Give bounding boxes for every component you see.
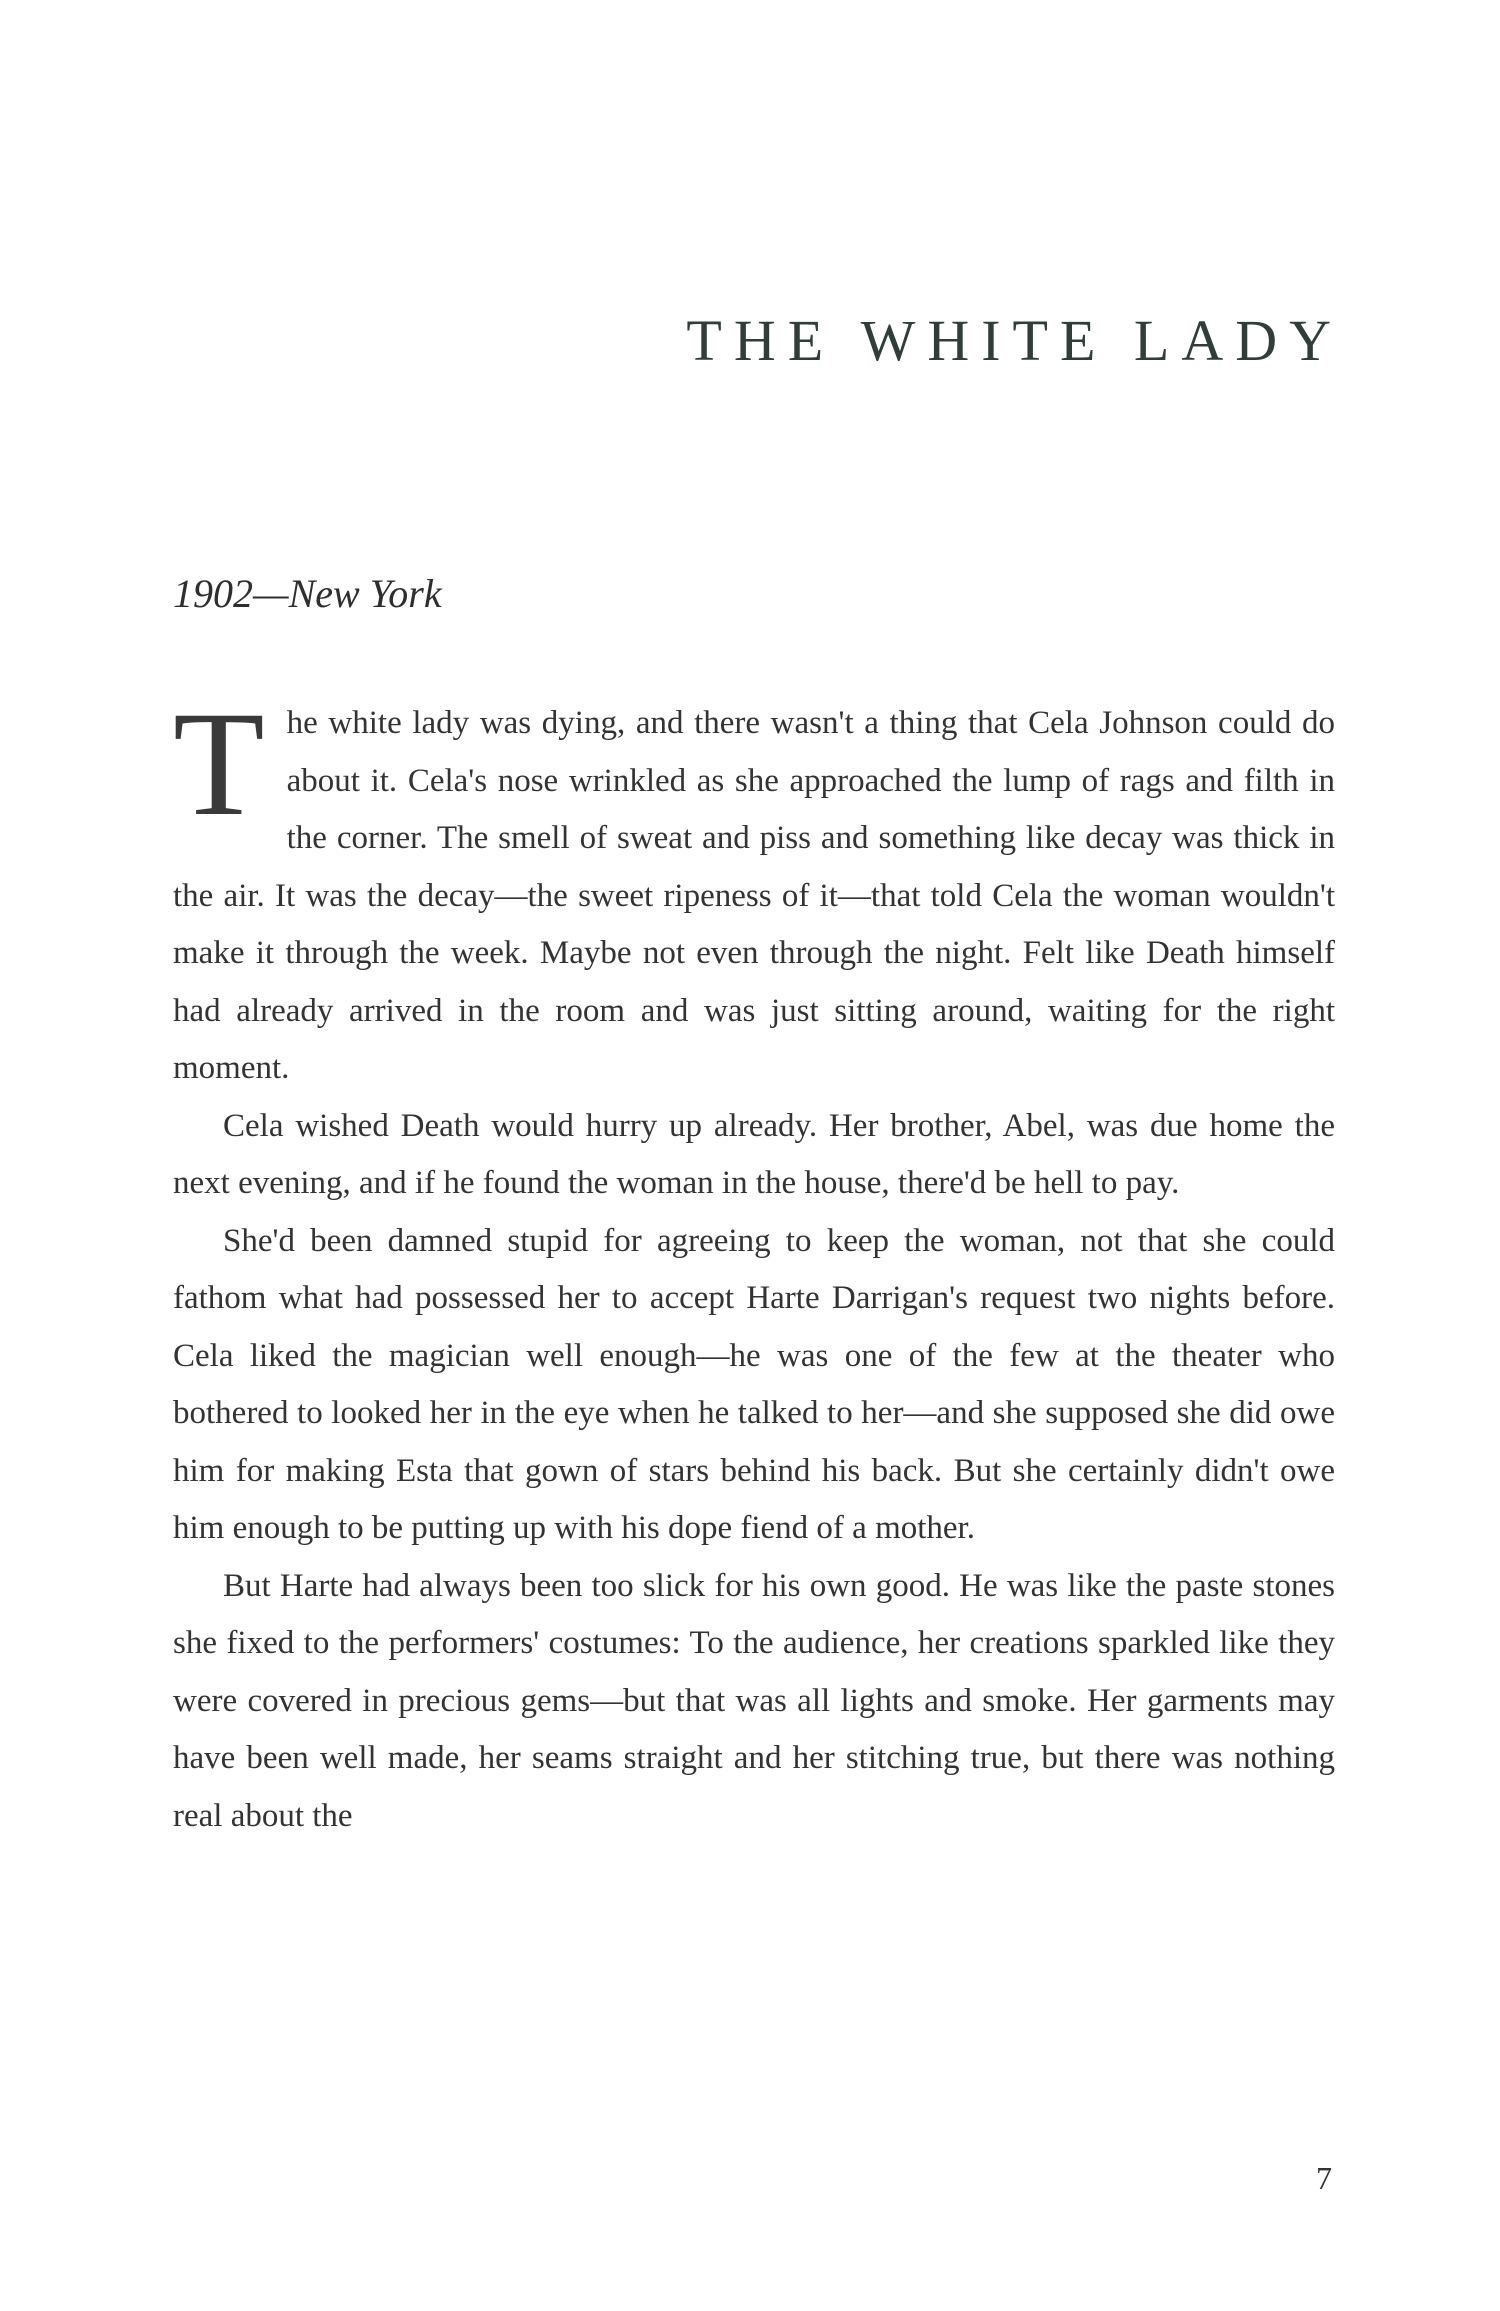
paragraph: She'd been damned stupid for agreeing to keep the woman, not that she could fathom what had possessed her to accept Harte Darrigan's request two nights before. Cela liked the magician well enough—he was one of the few at the theater who bothered to looked her in the eye when he talked to her—and she supposed she did owe him for making Esta that gown of stars behind his back. But she certainly didn't owe him enough to be putting up with his dope fiend of a mother. — [173, 1222, 1335, 1546]
paragraph: Cela wished Death would hurry up already. Her brother, Abel, was due home the next evening, and if he found the woman in the house, there'd be hell to pay. — [173, 1107, 1335, 1201]
chapter-title: THE WHITE LADY — [686, 307, 1343, 373]
dateline: 1902—New York — [173, 571, 442, 616]
paragraph — [173, 681, 1335, 1098]
body-text — [173, 681, 1335, 1845]
paragraph-text: he white lady was dying, and there wasn't a thing that Cela Johnson could do about it. Cela's nose wrinkled as she approached the lump of rags and filth in the corner. The smell of sweat and piss and something like decay was thick in the air. It was the decay—the sweet ripeness of it—that told Cela the woman wouldn't make it through the week. Maybe not even through the night. Felt like Death himself had already arrived in the room and was just sitting around, waiting for the right moment. — [173, 705, 1335, 1086]
paragraph: But Harte had always been too slick for his own good. He was like the paste stones she fixed to the performers' costumes: To the audience, her creations sparkled like they were covered in precious gems—but that was all lights and smoke. Her garments may have been well made, her seams straight and her stitching true, but there was nothing real about the — [173, 1567, 1335, 1834]
drop-cap: T — [173, 681, 265, 847]
page-number: 7 — [1316, 2160, 1332, 2196]
